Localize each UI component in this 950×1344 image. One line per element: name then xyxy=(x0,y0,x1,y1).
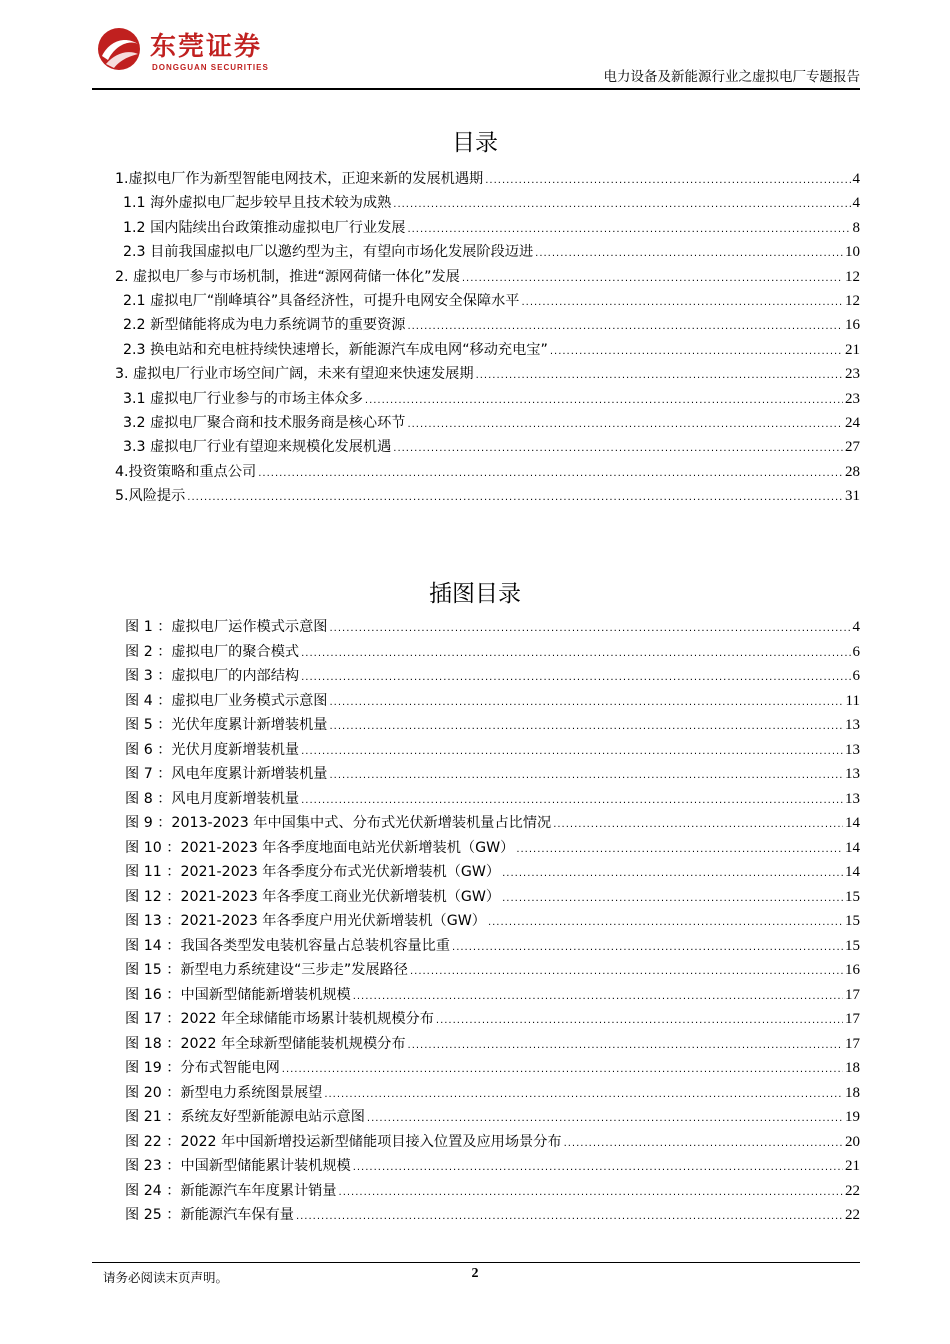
entry-title: 图 3 ：虚拟电厂的内部结构 xyxy=(125,668,300,684)
figure-entry[interactable] xyxy=(115,935,860,960)
entry-page-number: 18 xyxy=(845,1084,860,1101)
entry-page-number: 27 xyxy=(845,439,860,456)
figure-entry[interactable] xyxy=(115,1180,860,1205)
entry-page-number: 17 xyxy=(845,1011,860,1027)
entry-page-number: 6 xyxy=(852,668,860,684)
entry-title: 2. 虚拟电厂参与市场机制，推进“源网荷储一体化”发展 xyxy=(115,268,460,285)
toc-entry[interactable] xyxy=(115,217,860,241)
toc-entry[interactable] xyxy=(115,290,860,314)
toc-list xyxy=(115,168,860,509)
dot-leader xyxy=(365,395,843,406)
entry-title: 图 4 ：虚拟电厂业务模式示意图 xyxy=(125,692,328,709)
dot-leader xyxy=(301,672,850,683)
page-header xyxy=(92,22,860,90)
entry-page-number: 13 xyxy=(845,741,860,758)
entry-title: 图 7 ：风电年度累计新增装机量 xyxy=(125,766,328,782)
entry-title: 3.3 虚拟电厂行业有望迎来规模化发展机遇 xyxy=(123,439,392,456)
entry-page-number: 4 xyxy=(852,619,860,635)
figure-entry[interactable] xyxy=(115,788,860,813)
entry-title: 图 6 ：光伏月度新增装机量 xyxy=(125,741,300,758)
entry-title: 图 23 ：中国新型储能累计装机规模 xyxy=(125,1158,351,1174)
figure-entry[interactable] xyxy=(115,1057,860,1082)
dot-leader xyxy=(407,321,843,332)
entry-title: 4.投资策略和重点公司 xyxy=(115,463,257,480)
dot-leader xyxy=(564,1138,843,1149)
entry-page-number: 28 xyxy=(845,463,860,480)
dot-leader xyxy=(187,492,843,503)
toc-entry[interactable] xyxy=(115,363,860,387)
entry-page-number: 24 xyxy=(845,414,860,431)
entry-page-number: 14 xyxy=(845,815,860,831)
entry-title: 图 12 ：2021-2023 年各季度工商业光伏新增装机（GW） xyxy=(125,888,501,905)
entry-title: 图 22 ：2022 年中国新增投运新型储能项目接入位置及应用场景分布 xyxy=(125,1133,562,1150)
entry-page-number: 8 xyxy=(852,219,860,236)
entry-title: 图 21 ：系统友好型新能源电站示意图 xyxy=(125,1109,365,1125)
entry-title: 图 18 ：2022 年全球新型储能装机规模分布 xyxy=(125,1035,406,1052)
figure-entry[interactable] xyxy=(115,690,860,715)
entry-page-number: 16 xyxy=(845,317,860,334)
entry-title: 图 20 ：新型电力系统图景展望 xyxy=(125,1084,323,1101)
dot-leader xyxy=(367,1113,843,1124)
entry-title: 图 5 ：光伏年度累计新增装机量 xyxy=(125,717,328,733)
entry-title: 图 2 ：虚拟电厂的聚合模式 xyxy=(125,643,300,660)
figure-entry[interactable] xyxy=(115,984,860,1009)
dot-leader xyxy=(324,1089,843,1100)
dot-leader xyxy=(353,991,843,1002)
footer-divider xyxy=(92,1262,860,1263)
dot-leader xyxy=(339,1187,843,1198)
entry-page-number: 13 xyxy=(845,766,860,782)
entry-page-number: 22 xyxy=(845,1182,860,1199)
dot-leader xyxy=(535,248,843,259)
toc-entry[interactable] xyxy=(115,241,860,265)
figure-entry[interactable] xyxy=(115,1033,860,1058)
logo-chinese-name: 东莞证券 xyxy=(150,32,263,62)
entry-page-number: 4 xyxy=(852,171,860,187)
toc-entry[interactable] xyxy=(115,339,860,363)
entry-page-number: 15 xyxy=(845,937,860,954)
logo-mark-icon xyxy=(96,26,142,72)
dot-leader xyxy=(408,1040,843,1051)
toc-entry[interactable] xyxy=(115,388,860,412)
toc-entry[interactable] xyxy=(115,461,860,485)
dot-leader xyxy=(410,966,843,977)
figure-entry[interactable] xyxy=(115,861,860,886)
entry-page-number: 10 xyxy=(845,244,860,261)
figure-entry[interactable] xyxy=(115,616,860,641)
dot-leader xyxy=(553,819,843,830)
figure-entry[interactable] xyxy=(115,1204,860,1229)
toc-entry[interactable] xyxy=(115,436,860,460)
entry-title: 图 13 ：2021-2023 年各季度户用光伏新增装机（GW） xyxy=(125,913,486,929)
toc-title: 目录 xyxy=(452,130,498,156)
company-logo xyxy=(92,22,292,78)
dot-leader xyxy=(502,893,843,904)
entry-title: 图 15 ：新型电力系统建设“三步走”发展路径 xyxy=(125,962,408,978)
dot-leader xyxy=(550,346,843,357)
entry-title: 图 10 ：2021-2023 年各季度地面电站光伏新增装机（GW） xyxy=(125,839,515,856)
entry-title: 图 25 ：新能源汽车保有量 xyxy=(125,1207,294,1223)
report-title: 电力设备及新能源行业之虚拟电厂专题报告 xyxy=(603,69,860,85)
toc-entry[interactable] xyxy=(115,485,860,509)
entry-title: 2.2 新型储能将成为电力系统调节的重要资源 xyxy=(123,317,406,334)
toc-entry[interactable] xyxy=(115,314,860,338)
entry-title: 图 24 ：新能源汽车年度累计销量 xyxy=(125,1182,337,1199)
entry-page-number: 31 xyxy=(845,488,860,505)
dot-leader xyxy=(476,370,843,381)
toc-entry[interactable] xyxy=(115,192,860,216)
figure-entry[interactable] xyxy=(115,812,860,837)
dot-leader xyxy=(436,1015,843,1026)
dot-leader xyxy=(353,1162,843,1173)
figure-list-title: 插图目录 xyxy=(429,581,521,607)
entry-page-number: 17 xyxy=(845,986,860,1003)
dot-leader xyxy=(452,942,843,953)
entry-title: 图 16 ：中国新型储能新增装机规模 xyxy=(125,986,351,1003)
toc-entry[interactable] xyxy=(115,168,860,192)
figure-entry[interactable] xyxy=(115,910,860,935)
entry-page-number: 21 xyxy=(845,1158,860,1174)
header-divider xyxy=(92,88,860,90)
entry-page-number: 19 xyxy=(845,1109,860,1125)
figure-entry[interactable] xyxy=(115,1131,860,1156)
dot-leader xyxy=(488,917,843,928)
entry-page-number: 16 xyxy=(845,962,860,978)
entry-title: 3. 虚拟电厂行业市场空间广阔，未来有望迎来快速发展期 xyxy=(115,366,474,383)
dot-leader xyxy=(301,746,843,757)
entry-page-number: 20 xyxy=(845,1133,860,1150)
dot-leader xyxy=(330,721,844,732)
entry-title: 图 17 ：2022 年全球储能市场累计装机规模分布 xyxy=(125,1011,434,1027)
dot-leader xyxy=(301,648,850,659)
entry-title: 1.虚拟电厂作为新型智能电网技术，正迎来新的发展机遇期 xyxy=(115,171,484,187)
entry-page-number: 21 xyxy=(845,341,860,358)
disclaimer-note: 请务必阅读末页声明。 xyxy=(103,1270,229,1285)
figure-entry[interactable] xyxy=(115,1155,860,1180)
entry-page-number: 22 xyxy=(845,1207,860,1223)
dot-leader xyxy=(301,795,843,806)
entry-title: 2.3 换电站和充电桩持续快速增长，新能源汽车成电网“移动充电宝” xyxy=(123,341,548,358)
figure-entry[interactable] xyxy=(115,1082,860,1107)
dot-leader xyxy=(330,623,851,634)
page-number: 2 xyxy=(471,1266,479,1281)
dot-leader xyxy=(485,175,850,186)
entry-page-number: 15 xyxy=(845,913,860,929)
entry-page-number: 17 xyxy=(845,1035,860,1052)
dot-leader xyxy=(258,468,843,479)
entry-title: 2.1 虚拟电厂“削峰填谷”具备经济性，可提升电网安全保障水平 xyxy=(123,292,520,309)
dot-leader xyxy=(407,419,843,430)
entry-title: 图 1 ：虚拟电厂运作模式示意图 xyxy=(125,619,328,635)
figure-entry[interactable] xyxy=(115,837,860,862)
entry-page-number: 6 xyxy=(852,643,860,660)
entry-page-number: 12 xyxy=(845,292,860,309)
entry-title: 3.2 虚拟电厂聚合商和技术服务商是核心环节 xyxy=(123,414,406,431)
toc-entry[interactable] xyxy=(115,266,860,290)
dot-leader xyxy=(407,224,850,235)
dot-leader xyxy=(462,273,843,284)
entry-page-number: 23 xyxy=(845,366,860,383)
entry-page-number: 14 xyxy=(845,839,860,856)
figure-entry[interactable] xyxy=(115,641,860,666)
dot-leader xyxy=(330,697,844,708)
toc-entry[interactable] xyxy=(115,412,860,436)
entry-title: 3.1 虚拟电厂行业参与的市场主体众多 xyxy=(123,390,363,407)
entry-title: 2.3 目前我国虚拟电厂以邀约型为主，有望向市场化发展阶段迈进 xyxy=(123,244,534,261)
entry-title: 5.风险提示 xyxy=(115,488,186,505)
entry-page-number: 13 xyxy=(845,717,860,733)
entry-title: 1.2 国内陆续出台政策推动虚拟电厂行业发展 xyxy=(123,219,406,236)
entry-title: 图 14 ：我国各类型发电装机容量占总装机容量比重 xyxy=(125,937,451,954)
figure-entry[interactable] xyxy=(115,886,860,911)
entry-page-number: 11 xyxy=(845,692,860,709)
dot-leader xyxy=(516,844,843,855)
dot-leader xyxy=(282,1064,843,1075)
entry-title: 1.1 海外虚拟电厂起步较早且技术较为成熟 xyxy=(123,195,392,212)
entry-page-number: 14 xyxy=(845,864,860,880)
figure-entry[interactable] xyxy=(115,665,860,690)
entry-page-number: 12 xyxy=(845,268,860,285)
dot-leader xyxy=(393,199,850,210)
figure-list xyxy=(115,616,860,1229)
entry-title: 图 8 ：风电月度新增装机量 xyxy=(125,790,300,807)
entry-page-number: 15 xyxy=(845,888,860,905)
figure-entry[interactable] xyxy=(115,739,860,764)
entry-page-number: 13 xyxy=(845,790,860,807)
figure-entry[interactable] xyxy=(115,714,860,739)
dot-leader xyxy=(521,297,843,308)
figure-entry[interactable] xyxy=(115,1106,860,1131)
figure-entry[interactable] xyxy=(115,763,860,788)
entry-title: 图 11 ：2021-2023 年各季度分布式光伏新增装机（GW） xyxy=(125,864,501,880)
entry-title: 图 9 ：2013-2023 年中国集中式、分布式光伏新增装机量占比情况 xyxy=(125,815,552,831)
entry-page-number: 18 xyxy=(845,1060,860,1076)
entry-page-number: 4 xyxy=(852,195,860,212)
entry-title: 图 19 ：分布式智能电网 xyxy=(125,1060,280,1076)
dot-leader xyxy=(393,443,843,454)
figure-entry[interactable] xyxy=(115,1008,860,1033)
dot-leader xyxy=(296,1211,843,1222)
figure-entry[interactable] xyxy=(115,959,860,984)
dot-leader xyxy=(330,770,844,781)
entry-page-number: 23 xyxy=(845,390,860,407)
dot-leader xyxy=(502,868,843,879)
logo-english-name: DONGGUAN SECURITIES xyxy=(152,63,269,72)
